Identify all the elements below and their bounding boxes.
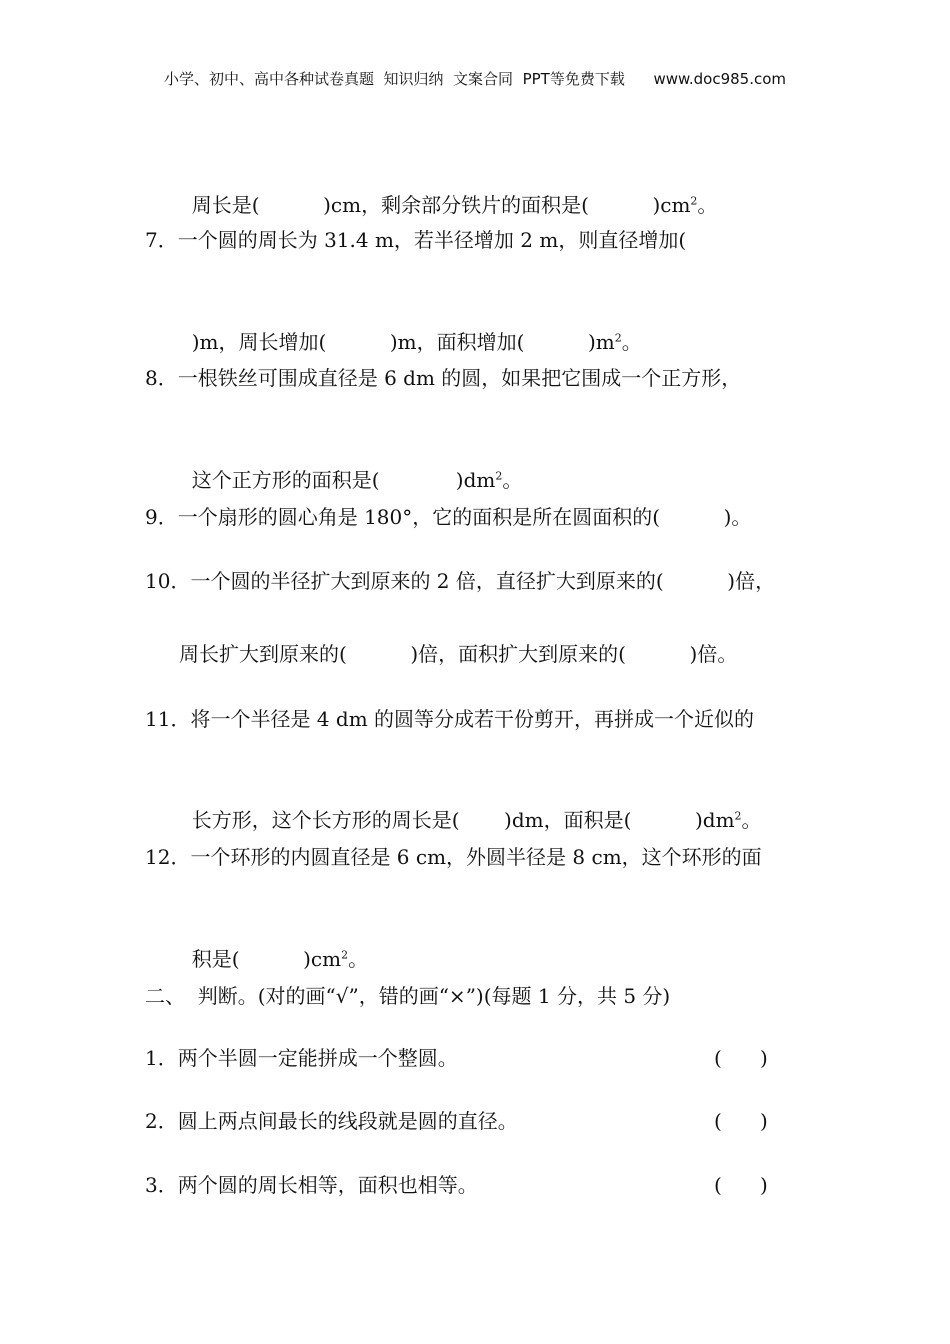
q9-line: 9．一个扇形的圆心角是 180°，它的面积是所在圆面积的( )。 bbox=[145, 505, 752, 529]
q7-end: 。 bbox=[621, 330, 642, 354]
judge-item-3: 3．两个圆的周长相等，面积也相等。 bbox=[145, 1173, 478, 1197]
q10-line1: 10．一个圆的半径扩大到原来的 2 倍，直径扩大到原来的( )倍， bbox=[145, 569, 776, 593]
q11-superscript: 2 bbox=[734, 809, 742, 823]
judge-answer-blank-3[interactable]: ( ) bbox=[714, 1173, 768, 1197]
q11-end: 。 bbox=[741, 808, 762, 832]
q11-line2 bbox=[179, 778, 762, 834]
q6-superscript: 2 bbox=[690, 194, 698, 208]
q7-superscript: 2 bbox=[614, 331, 622, 345]
judge-answer-blank-1[interactable]: ( ) bbox=[714, 1046, 768, 1070]
q6-continuation bbox=[179, 163, 717, 219]
q12-line2 bbox=[179, 917, 368, 973]
q12-end: 。 bbox=[348, 947, 369, 971]
q7-line2 bbox=[179, 300, 642, 356]
judge-item-2: 2．圆上两点间最长的线段就是圆的直径。 bbox=[145, 1109, 518, 1133]
q8-superscript: 2 bbox=[495, 469, 503, 483]
q12-superscript: 2 bbox=[341, 948, 349, 962]
q12-text: 积是( )cm bbox=[191, 947, 342, 971]
q8-end: 。 bbox=[502, 468, 523, 492]
q8-text: 这个正方形的面积是( )dm bbox=[191, 468, 496, 492]
q11-text: 长方形，这个长方形的周长是( )dm，面积是( )dm bbox=[191, 808, 735, 832]
q6-text: 周长是( )cm，剩余部分铁片的面积是( )cm bbox=[191, 193, 691, 217]
q10-line2: 周长扩大到原来的( )倍，面积扩大到原来的( )倍。 bbox=[179, 642, 738, 666]
q11-line1: 11．将一个半径是 4 dm 的圆等分成若干份剪开，再拼成一个近似的 bbox=[145, 707, 755, 731]
q6-end: 。 bbox=[697, 193, 718, 217]
section-2-heading: 二、 判断。(对的画“√”，错的画“×”)(每题 1 分，共 5 分) bbox=[145, 984, 671, 1008]
judge-answer-blank-2[interactable]: ( ) bbox=[714, 1109, 768, 1133]
page-header: 小学、初中、高中各种试卷真题 知识归纳 文案合同 PPT等免费下载 www.doc985.com bbox=[163, 70, 787, 88]
judge-item-1: 1．两个半圆一定能拼成一个整圆。 bbox=[145, 1046, 458, 1070]
q12-line1: 12．一个环形的内圆直径是 6 cm，外圆半径是 8 cm，这个环形的面 bbox=[145, 845, 762, 869]
q8-line2 bbox=[179, 438, 522, 494]
q7-line1: 7．一个圆的周长为 31.4 m，若半径增加 2 m，则直径增加( bbox=[145, 228, 687, 252]
q8-line1: 8．一根铁丝可围成直径是 6 dm 的圆，如果把它围成一个正方形， bbox=[145, 366, 742, 390]
q7-text: )m，周长增加( )m，面积增加( )m bbox=[191, 330, 615, 354]
